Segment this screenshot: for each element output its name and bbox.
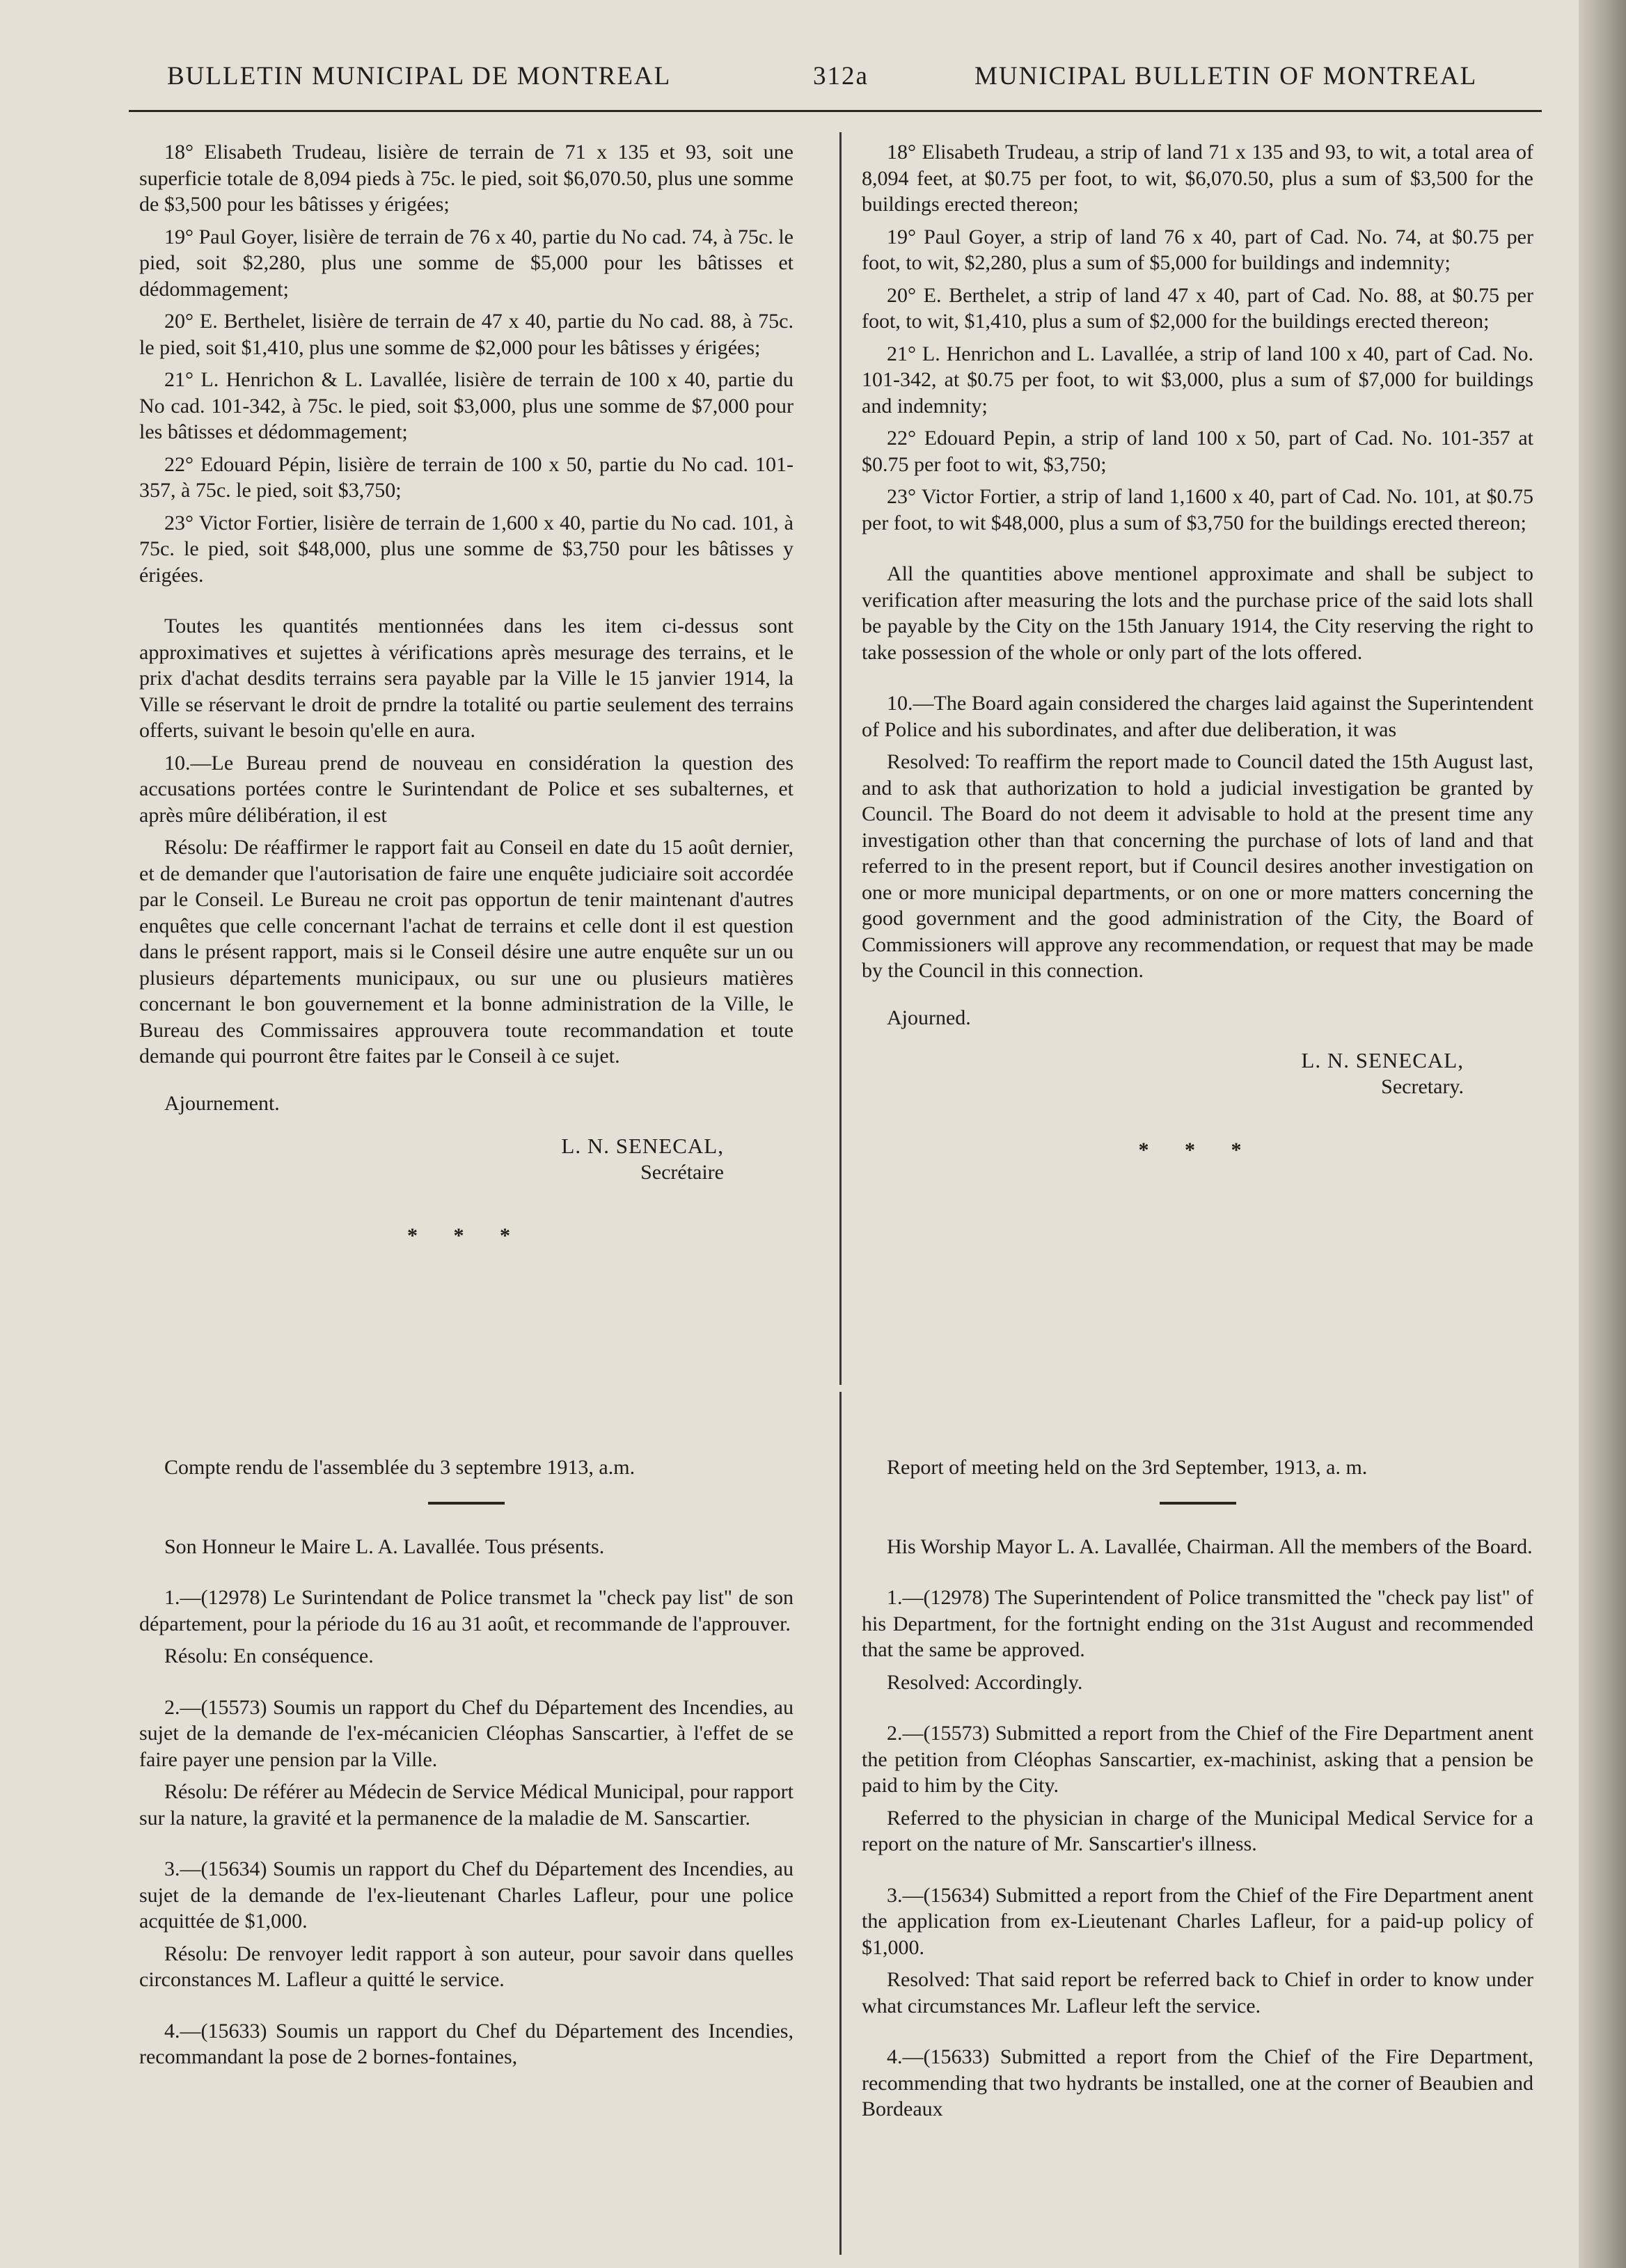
english-meeting-title: Report of meeting held on the 3rd September, 1913, a. m. [887, 1456, 1368, 1479]
english-item-21: 21° L. Henrichon and L. Lavallée, a strip of land 100 x 40, part of Cad. No. 101-342, at $0.75 per foot, to wit $3,000, plus a sum of $7,000 for buildings and indemnity; [862, 342, 1533, 418]
french-quantities-note: Toutes les quantités mentionnées dans les item ci-dessus sont approximatives et sujettes à vérifications après mesurage des terrains, et le prix d'achat desdits terrains sera payable par la Ville le 15 janvier 1914, la Ville se réservant le droit de prndre la totalité ou partie seulement des terrains offerts, suivant le besoin qu'elle en aura. [139, 614, 794, 742]
english-item-4: 4.—(15633) Submitted a report from the Chief of the Fire Department, recommending that two hydrants be installed, one at the corner of Beaubien and Bordeaux [862, 2045, 1533, 2120]
english-item-19: 19° Paul Goyer, a strip of land 76 x 40, part of Cad. No. 74, at $0.75 per foot, to wit, $2,280, plus a sum of $5,000 for buildings and indemnity; [862, 225, 1533, 274]
english-title-rule [1160, 1502, 1236, 1505]
english-resolution-10: Resolved: To reaffirm the report made to Council dated the 15th August last, and to ask that authorization to hold a judicial investigation be granted by Council. The Board do not deem it advisable to hold at the present time any investigation other than that concerning the purchase of lots of land and that referred to in the present report, but if Council desires another investigation on one or more municipal departments, or on one or more matters concerning the good government and the good administration of the City, the Board of Commissioners will approve any recommendation, or request that may be made by the Council in this connection. [862, 750, 1533, 982]
header-english-title: MUNICIPAL BULLETIN OF MONTREAL [974, 62, 1478, 90]
french-item-20: 20° E. Berthelet, lisière de terrain de 47 x 40, partie du No cad. 88, à 75c. le pied, soit $1,410, plus une somme de $2,000 pour les bâtisses y érigées; [139, 310, 794, 359]
french-resolution-3: Résolu: De renvoyer ledit rapport à son auteur, pour savoir dans quelles circonstances M. Lafleur a quitté le service. [139, 1942, 794, 1991]
english-resolution-1: Resolved: Accordingly. [887, 1670, 1083, 1694]
english-item-1: 1.—(12978) The Superintendent of Police transmitted the "check pay list" of his Department, for the fortnight ending on the 31st August and recommended that the same be approved. [862, 1586, 1533, 1661]
page-number: 312a [813, 62, 869, 90]
french-item-23: 23° Victor Fortier, lisière de terrain de 1,600 x 40, partie du No cad. 101, à 75c. le pied, soit $48,000, plus une somme de $3,750 pour les bâtisses y érigées. [139, 511, 794, 587]
column-divider-top [839, 132, 842, 1385]
english-signature-title: Secretary. [1381, 1074, 1464, 1098]
header-french-title: BULLETIN MUNICIPAL DE MONTREAL [167, 62, 672, 90]
english-item-3: 3.—(15634) Submitted a report from the Chief of the Fire Department anent the application from ex-Lieutenant Charles Lafleur, for a paid-up policy of $1,000. [862, 1883, 1533, 1959]
english-present: His Worship Mayor L. A. Lavallée, Chairman. All the members of the Board. [887, 1535, 1533, 1558]
english-item-23: 23° Victor Fortier, a strip of land 1,1600 x 40, part of Cad. No. 101, at $0.75 per foot, to wit $48,000, plus a sum of $3,750 for the buildings erected thereon; [862, 485, 1533, 534]
english-section-separator: * * * [1138, 1139, 1257, 1161]
header-rule [129, 110, 1542, 112]
french-item-18: 18° Elisabeth Trudeau, lisière de terrain de 71 x 135 et 93, soit une superficie totale de 8,094 pieds à 75c. le pied, soit $6,070.50, plus une somme de $3,500 pour les bâtisses y érigées; [139, 141, 794, 216]
english-item-2: 2.—(15573) Submitted a report from the Chief of the Fire Department anent the petition from Cléophas Sanscartier, ex-machinist, asking that a pension be paid to him by the City. [862, 1722, 1533, 1797]
french-item-2: 2.—(15573) Soumis un rapport du Chef du Département des Incendies, au sujet de la demande de l'ex-mécanicien Cléophas Sanscartier, à l'effet de se faire payer une pension par la Ville. [139, 1695, 794, 1771]
french-item-19: 19° Paul Goyer, lisière de terrain de 76 x 40, partie du No cad. 74, à 75c. le pied, soit $2,280, plus une somme de $5,000 pour les bâtisses et dédommagement; [139, 225, 794, 301]
french-item-1: 1.—(12978) Le Surintendant de Police transmet la "check pay list" de son département, pour la période du 16 au 31 août, et recommande de l'approuver. [139, 1586, 794, 1635]
french-signature-title: Secrétaire [640, 1160, 724, 1184]
french-adjournment: Ajournement. [164, 1091, 280, 1115]
english-item-20: 20° E. Berthelet, a strip of land 47 x 40, part of Cad. No. 88, at $0.75 per foot, to wit, $1,410, plus a sum of $2,000 for the buildings erected thereon; [862, 283, 1533, 333]
english-column-bottom [862, 1454, 1533, 2129]
english-item-18: 18° Elisabeth Trudeau, a strip of land 71 x 135 and 93, to wit, a total area of 8,094 feet, at $0.75 per foot, to wit, $6,070.50, plus a sum of $3,500 for the buildings erected thereon; [862, 141, 1533, 216]
french-item-10: 10.—Le Bureau prend de nouveau en considération la question des accusations portées contre le Surintendant de Police et ses subalternes, et après mûre délibération, il est [139, 751, 794, 827]
french-item-22: 22° Edouard Pépin, lisière de terrain de 100 x 50, partie du No cad. 101-357, à 75c. le pied, soit $3,750; [139, 452, 794, 502]
french-meeting-title: Compte rendu de l'assemblée du 3 septembre 1913, a.m. [164, 1456, 636, 1479]
english-item-10: 10.—The Board again considered the charges laid against the Superintendent of Police and his subordinates, and after due deliberation, it was [862, 692, 1533, 741]
french-column-bottom [139, 1454, 794, 2077]
french-resolution-1: Résolu: En conséquence. [164, 1644, 374, 1667]
french-present: Son Honneur le Maire L. A. Lavallée. Tous présents. [164, 1535, 605, 1558]
french-section-separator: * * * [407, 1224, 526, 1247]
french-item-3: 3.—(15634) Soumis un rapport du Chef du Département des Incendies, au sujet de la demande de l'ex-lieutenant Charles Lafleur, pour une police acquittée de $1,000. [139, 1857, 794, 1933]
french-item-4: 4.—(15633) Soumis un rapport du Chef du Département des Incendies, recommandant la pose de 2 bornes-fontaines, [139, 2019, 794, 2068]
french-item-21: 21° L. Henrichon & L. Lavallée, lisière de terrain de 100 x 40, partie du No cad. 101-342, à 75c. le pied, soit $3,000, plus une somme de $7,000 pour les bâtisses et dédommagement; [139, 368, 794, 443]
english-adjournment: Ajourned. [887, 1006, 971, 1029]
english-signature-name: L. N. SENECAL, [1301, 1048, 1464, 1072]
french-column-top [139, 139, 794, 1255]
english-resolution-3: Resolved: That said report be referred back to Chief in order to know under what circumstances Mr. Lafleur left the service. [862, 1968, 1533, 2017]
english-quantities-note: All the quantities above mentionel approximate and shall be subject to verification after measuring the lots and the purchase price of the said lots shall be payable by the City on the 15th January 1914, the City reserving the right to take possession of the whole or only part of the lots offered. [862, 562, 1533, 664]
english-resolution-2: Referred to the physician in charge of the Municipal Medical Service for a report on the nature of Mr. Sanscartier's illness. [862, 1806, 1533, 1855]
page-header [0, 61, 1594, 103]
french-resolution-10: Résolu: De réaffirmer le rapport fait au Conseil en date du 15 août dernier, et de demander que l'autorisation de faire une enquête judiciaire soit accordée par le Conseil. Le Bureau ne croit pas opportun de tenir maintenant d'autres enquêtes que celle concernant l'achat de terrains et celle dont il est question dans le présent rapport, mais si le Conseil désire une autre enquête sur un ou plusieurs départements municipaux, ou sur une ou plusieurs matières concernant le bon gouvernement et la bonne administration de la Ville, le Bureau des Commissaires approuvera toute recommandation et toute demande qui pourront être faites par le Conseil à ce sujet. [139, 836, 794, 1068]
french-title-rule [428, 1502, 505, 1505]
french-signature-name: L. N. SENECAL, [561, 1134, 724, 1158]
french-resolution-2: Résolu: De référer au Médecin de Service Médical Municipal, pour rapport sur la nature, la gravité et la permanence de la maladie de M. Sanscartier. [139, 1780, 794, 1830]
english-item-22: 22° Edouard Pepin, a strip of land 100 x 50, part of Cad. No. 101-357 at $0.75 per foot to wit, $3,750; [862, 427, 1533, 476]
column-divider-bottom [839, 1392, 842, 2255]
page-binding-edge [1579, 0, 1626, 2268]
english-column-top [862, 139, 1533, 1170]
